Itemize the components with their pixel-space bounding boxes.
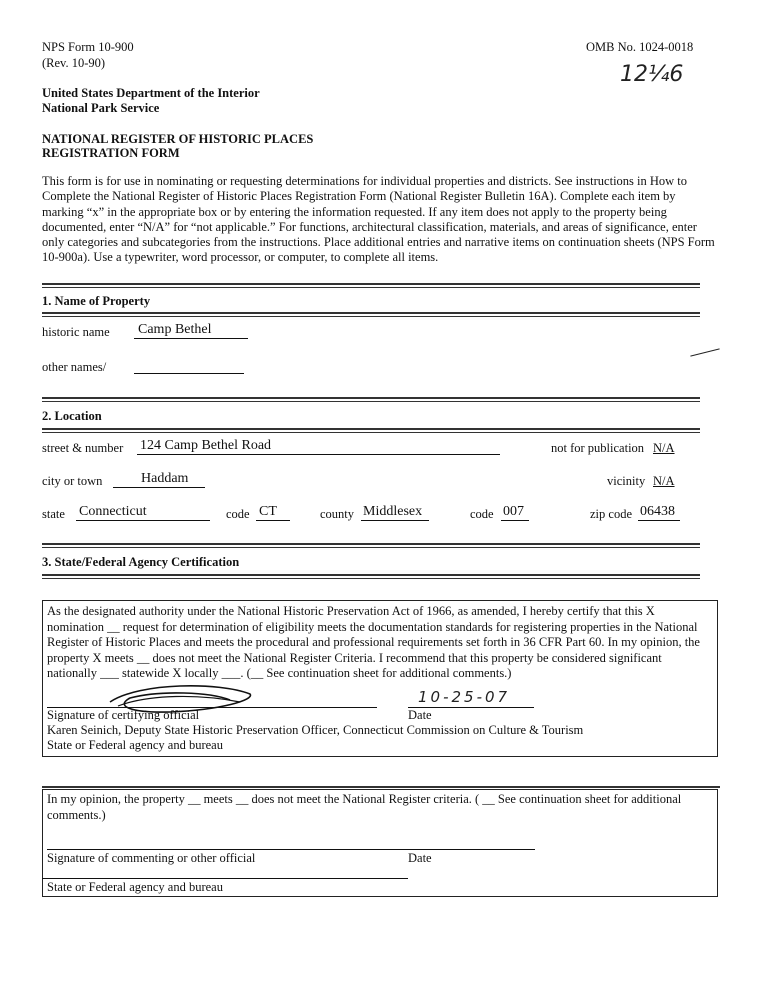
state-label: state: [42, 507, 65, 521]
instruction-line: documented, enter “N/A” for “not applicable.” For functions, architectural classification, materials, and areas of significance, enter: [42, 219, 697, 234]
comment-agency-line: [42, 878, 408, 879]
handwritten-date: 10-25-07: [418, 688, 511, 706]
instruction-line: 10-900a). Use a typewriter, word processor, or computer, to complete all items.: [42, 250, 439, 265]
historic-name-field[interactable]: Camp Bethel: [134, 322, 248, 339]
certification-statement: [47, 604, 700, 682]
certification-line: As the designated authority under the National Historic Preservation Act of 1966, as amended, I hereby certify that this X: [47, 604, 655, 618]
form-number: NPS Form 10-900: [42, 40, 134, 54]
agency-label: State or Federal agency and bureau: [47, 738, 223, 752]
section-3-title: 3. State/Federal Agency Certification: [42, 555, 240, 569]
instruction-line: This form is for use in nominating or requesting determinations for individual properties and districts. See instructions in How to: [42, 174, 688, 188]
not-for-publication-value[interactable]: N/A: [653, 441, 675, 455]
city-field[interactable]: Haddam: [113, 471, 205, 488]
zip-label: zip code: [590, 507, 632, 521]
certification-line: nationally ___ statewide X locally ___. (__ See continuation sheet for additional comments.): [47, 666, 512, 680]
form-revision: (Rev. 10-90): [42, 56, 106, 70]
certification-line: nomination __ request for determination of eligibility meets the documentation standards for registering properties in the National: [47, 619, 698, 634]
other-names-label: other names/: [42, 360, 107, 374]
comment-signature-line: [47, 849, 535, 850]
certification-line: Register of Historic Places and meets the procedural and professional requirements set forth in 36 CFR Part 60. In my opinion, the: [47, 635, 700, 649]
instructions-paragraph: [42, 174, 715, 266]
section-2-title: 2. Location: [42, 409, 102, 423]
county-label: county: [320, 507, 355, 521]
historic-name-label: historic name: [42, 325, 110, 339]
opinion-line: comments.): [47, 807, 106, 822]
section-divider: [42, 283, 700, 288]
comment-date-label: Date: [408, 851, 432, 865]
county-code-field[interactable]: 007: [501, 504, 529, 521]
register-title: NATIONAL REGISTER OF HISTORIC PLACES: [42, 132, 314, 146]
department-name: United States Department of the Interior: [42, 86, 260, 100]
service-name: National Park Service: [42, 101, 160, 115]
date-label: Date: [408, 708, 432, 722]
handwritten-reference-number: 12¼6: [620, 62, 684, 87]
section-divider: [42, 543, 700, 548]
certifying-official-name: Karen Seinich, Deputy State Historic Preservation Officer, Connecticut Commission on Culture & Tourism: [47, 723, 584, 737]
section-divider: [42, 428, 700, 433]
street-label: street & number: [42, 441, 124, 455]
comment-signature-label: Signature of commenting or other official: [47, 851, 256, 865]
stray-pen-mark: [690, 348, 719, 356]
opinion-statement: [47, 792, 681, 823]
instruction-line: only categories and subcategories from the instructions. Place additional entries and narrative items on continuation sheets (NPS Form: [42, 235, 715, 250]
section-divider: [42, 312, 700, 317]
state-code-field[interactable]: CT: [256, 504, 290, 521]
comment-agency-label: State or Federal agency and bureau: [47, 880, 223, 894]
certification-line: property X meets __ does not meet the National Register Criteria. I recommend that this property be considered significant: [47, 650, 662, 665]
state-field[interactable]: Connecticut: [76, 504, 210, 521]
other-names-field[interactable]: [134, 358, 244, 374]
section-1-title: 1. Name of Property: [42, 294, 151, 308]
vicinity-label: vicinity: [607, 474, 646, 488]
zip-field[interactable]: 06438: [638, 504, 680, 521]
county-field[interactable]: Middlesex: [361, 504, 429, 521]
street-field[interactable]: 124 Camp Bethel Road: [137, 438, 500, 455]
form-title: REGISTRATION FORM: [42, 146, 180, 160]
county-code-label: code: [470, 507, 494, 521]
omb-number: OMB No. 1024-0018: [586, 40, 694, 54]
comment-divider: [42, 786, 720, 788]
section-divider: [42, 574, 700, 579]
not-for-publication-label: not for publication: [551, 441, 645, 455]
state-code-label: code: [226, 507, 250, 521]
instruction-line: Complete the National Register of Historic Places Registration Form (National Register Bulletin 16A). Complete each item by: [42, 189, 676, 204]
vicinity-value[interactable]: N/A: [653, 474, 675, 488]
opinion-line: In my opinion, the property __ meets __ does not meet the National Register criteria. ( __ See continuation sheet for additional: [47, 792, 682, 806]
section-divider: [42, 397, 700, 402]
city-label: city or town: [42, 474, 103, 488]
signature-label: Signature of certifying official: [47, 708, 200, 722]
instruction-line: marking “x” in the appropriate box or by entering the information requested. If any item does not apply to the property being: [42, 204, 667, 219]
